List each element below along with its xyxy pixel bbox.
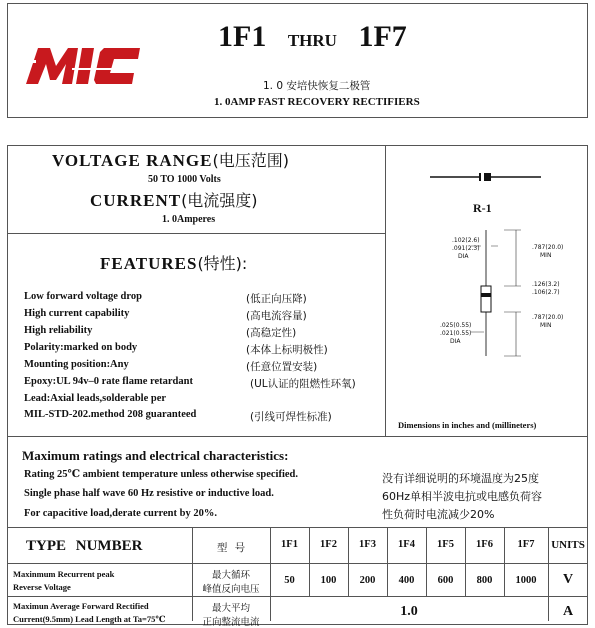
feature-item-cn: (高电流容量) (246, 310, 307, 322)
subtitle-en: 1. 0AMP FAST RECOVERY RECTIFIERS (214, 96, 420, 108)
package-name: R-1 (473, 201, 492, 215)
column-header: 1F6 (476, 539, 493, 550)
row-label-line2: Current(9.5mm) Lead Length at Ta=75℃ (13, 614, 166, 624)
row-label-cn1: 最大循环 (211, 570, 250, 581)
max-ratings-line3: For capacitive load,derate current by 20%. (24, 508, 217, 519)
row-label-line2: Reverse Voltage (13, 582, 71, 592)
feature-item: MIL-STD-202.method 208 guaranteed (24, 409, 197, 420)
feature-item: Lead:Axial leads,solderable per (24, 393, 167, 404)
dim-top-length: .787(20.0) (532, 244, 564, 251)
current-heading (90, 188, 258, 211)
row-label-line1: Maxinmum Recurrent peak (13, 569, 115, 579)
title-part2: 1F7 (358, 20, 407, 53)
voltage-range-cn: (电压范围) (212, 151, 289, 170)
features-heading (100, 251, 247, 274)
column-header: 1F3 (359, 539, 376, 550)
mic-logo-graphic (16, 42, 142, 86)
dim-wire-b: .021(0.55) (440, 330, 472, 337)
current-label: CURRENT (90, 191, 182, 210)
feature-item: Epoxy:UL 94v–0 rate flame retardant (24, 376, 193, 387)
current-cn: (电流强度) (181, 191, 258, 210)
max-ratings-heading-text: Maximum ratings and electrical characteristics: (22, 448, 289, 463)
row-label-line1: Maximun Average Forward Rectified (13, 601, 149, 611)
dim-wire-a: .025(0.55) (440, 322, 472, 329)
row-label-cn1: 最大平均 (211, 603, 250, 614)
feature-item: High current capability (24, 308, 130, 319)
title-part1: 1F1 (218, 20, 267, 53)
column-header: 1F4 (398, 539, 415, 550)
feature-item: Low forward voltage drop (24, 291, 142, 302)
title-thru: THRU (287, 31, 337, 50)
page-title (218, 20, 407, 54)
feature-item-cn: (本体上标明极性) (246, 344, 328, 356)
dim-wire-label: DIA (450, 338, 461, 345)
feature-item-cn: (高稳定性) (246, 327, 297, 339)
feature-item-cn: (低正向压降) (246, 293, 307, 305)
dim-bottom-length: .787(20.0) (532, 314, 564, 321)
table-cell: 50 (284, 575, 295, 586)
current-value: 1. 0Amperes (162, 214, 216, 225)
table-cell: 1000 (515, 575, 537, 586)
max-ratings-line2: Single phase half wave 60 Hz resistive or inductive load. (24, 488, 274, 499)
dim-top-min: MIN (540, 252, 552, 259)
max-ratings-cn-line2: 60Hz单相半波电抗或电感负荷容 (382, 490, 543, 503)
max-ratings-line1: Rating 25℃ ambient temperature unless otherwise specified. (24, 469, 298, 480)
type-number-label: TYPE NUMBER (26, 538, 143, 554)
table-cell: 200 (359, 575, 376, 586)
dim-bottom-min: MIN (540, 322, 552, 329)
features-label: FEATURES (100, 254, 198, 273)
feature-item: Polarity:marked on body (24, 342, 138, 353)
column-header: 1F5 (437, 539, 454, 550)
features-cn: (特性): (197, 254, 248, 273)
units-header: UNITS (551, 539, 585, 551)
column-header: 1F1 (281, 539, 298, 550)
dim-lead-dia-a: .102(2.6) (452, 237, 480, 244)
feature-item-cn: (UL认证的阻燃性环氧) (250, 378, 356, 390)
unit-cell: A (562, 604, 574, 619)
column-header: 1F2 (320, 539, 337, 550)
max-ratings-cn-line3: 性负荷时电流减少20% (382, 508, 495, 521)
table-top-divider (7, 527, 588, 528)
dimensions-caption: Dimensions in inches and (millineters) (398, 420, 537, 430)
maxratings-divider (7, 436, 588, 437)
voltage-value: 50 TO 1000 Volts (148, 174, 221, 185)
voltage-range-label: VOLTAGE RANGE (52, 151, 213, 170)
row-label-cn2: 峰值反向电压 (202, 584, 260, 595)
table-cell: 100 (320, 575, 337, 586)
feature-item: High reliability (24, 325, 93, 336)
feature-item: Mounting position:Any (24, 359, 129, 370)
table-cell-merged: 1.0 (400, 604, 418, 619)
table-row-divider (7, 596, 588, 597)
feature-item-cn: (引线可焊性标准) (250, 411, 332, 423)
subtitle-cn: 1. 0 安培快恢复二极管 (263, 80, 371, 92)
max-ratings-heading (22, 445, 288, 464)
voltage-range-heading (52, 148, 289, 171)
table-header-divider (7, 563, 588, 564)
max-ratings-cn-line1: 没有详细说明的环境温度为25度 (382, 472, 539, 485)
row-label-cn2: 正向整流电流 (202, 617, 260, 628)
mic-logo (16, 42, 142, 86)
feature-item-cn: (任意位置安装) (246, 361, 318, 373)
table-cell: 600 (437, 575, 454, 586)
dim-lead-dia-b: .091(2.3) (452, 245, 480, 252)
dim-body-b: .106(2.7) (532, 289, 560, 296)
table-cell: 800 (476, 575, 493, 586)
type-number-cn: 型 号 (216, 542, 246, 554)
dim-lead-dia-label: DIA (458, 253, 469, 260)
table-cell: 400 (398, 575, 415, 586)
column-header: 1F7 (517, 539, 535, 550)
ratings-divider (7, 233, 385, 234)
dim-body-a: .126(3.2) (532, 281, 560, 288)
unit-cell: V (562, 572, 574, 587)
